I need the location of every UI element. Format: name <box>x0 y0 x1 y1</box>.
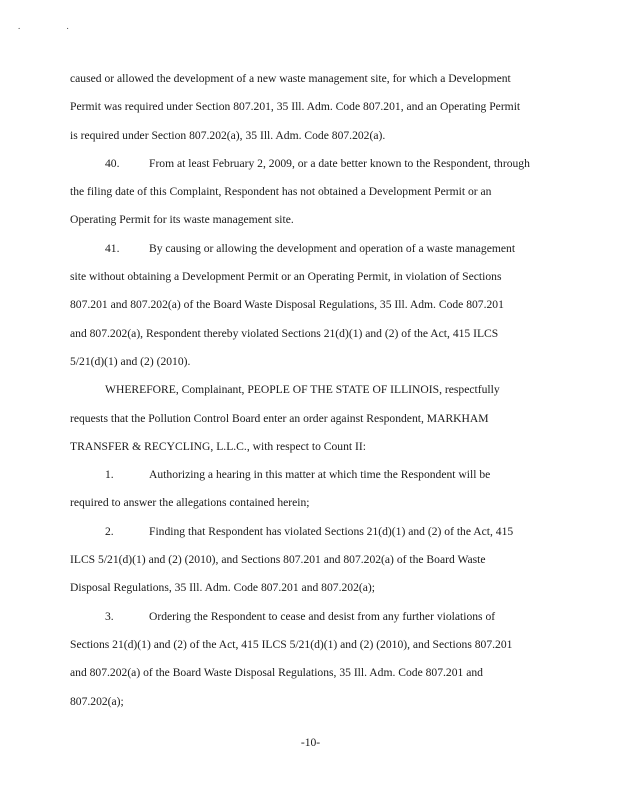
paragraph-line: 5/21(d)(1) and (2) (2010). <box>70 354 191 368</box>
relief-item-3-first-line <box>70 603 550 631</box>
paragraph-number: 40. <box>105 156 120 170</box>
scan-margin-marks: . . <box>18 21 91 31</box>
paragraph-line: 807.201 and 807.202(a) of the Board Waste Disposal Regulations, 35 Ill. Adm. Code 807.201 <box>70 298 504 312</box>
paragraph-line: TRANSFER & RECYCLING, L.L.C., with respect to Count II: <box>70 439 366 453</box>
paragraph-40-first-line <box>70 150 550 178</box>
paragraph-line: 807.202(a); <box>70 694 124 708</box>
paragraph-line: Disposal Regulations, 35 Ill. Adm. Code 807.201 and 807.202(a); <box>70 581 375 595</box>
paragraph-line: Operating Permit for its waste management site. <box>70 213 294 227</box>
paragraph-line: Authorizing a hearing in this matter at which time the Respondent will be <box>149 468 491 482</box>
relief-item-2-first-line <box>70 518 550 546</box>
document-body <box>70 65 550 716</box>
page-number: -10- <box>300 736 321 749</box>
paragraph-line: site without obtaining a Development Permit or an Operating Permit, in violation of Sections <box>70 270 502 284</box>
paragraph-line: and 807.202(a), Respondent thereby violated Sections 21(d)(1) and (2) of the Act, 415 ILCS <box>70 326 499 340</box>
paragraph-line: Finding that Respondent has violated Sections 21(d)(1) and (2) of the Act, 415 <box>149 524 514 538</box>
paragraph-line: Permit was required under Section 807.201, 35 Ill. Adm. Code 807.201, and an Operating Permit <box>70 100 521 114</box>
relief-item-1-first-line <box>70 461 550 489</box>
wherefore-line: WHEREFORE, Complainant, PEOPLE OF THE STATE OF ILLINOIS, respectfully <box>105 383 500 397</box>
paragraph-line: Ordering the Respondent to cease and desist from any further violations of <box>149 609 496 623</box>
paragraph-line: and 807.202(a) of the Board Waste Disposal Regulations, 35 Ill. Adm. Code 807.201 and <box>70 666 483 680</box>
paragraph-line: By causing or allowing the development and operation of a waste management <box>149 241 516 255</box>
paragraph-line: From at least February 2, 2009, or a date better known to the Respondent, through <box>149 156 530 170</box>
paragraph-line: ILCS 5/21(d)(1) and (2) (2010), and Sections 807.201 and 807.202(a) of the Board Waste <box>70 553 486 567</box>
paragraph-line: is required under Section 807.202(a), 35 Ill. Adm. Code 807.202(a). <box>70 128 386 142</box>
paragraph-line: the filing date of this Complaint, Respondent has not obtained a Development Permit or an <box>70 185 492 199</box>
paragraph-41-first-line <box>70 235 550 263</box>
item-number: 2. <box>105 524 114 538</box>
paragraph-number: 41. <box>105 241 120 255</box>
paragraph-line: required to answer the allegations contained herein; <box>70 496 310 510</box>
item-number: 1. <box>105 468 114 482</box>
paragraph-line: caused or allowed the development of a new waste management site, for which a Development <box>70 72 511 85</box>
paragraph-line: requests that the Pollution Control Board enter an order against Respondent, MARKHAM <box>70 411 489 425</box>
item-number: 3. <box>105 609 114 623</box>
paragraph-line: Sections 21(d)(1) and (2) of the Act, 415 ILCS 5/21(d)(1) and (2) (2010), and Sections 807.201 <box>70 637 513 651</box>
